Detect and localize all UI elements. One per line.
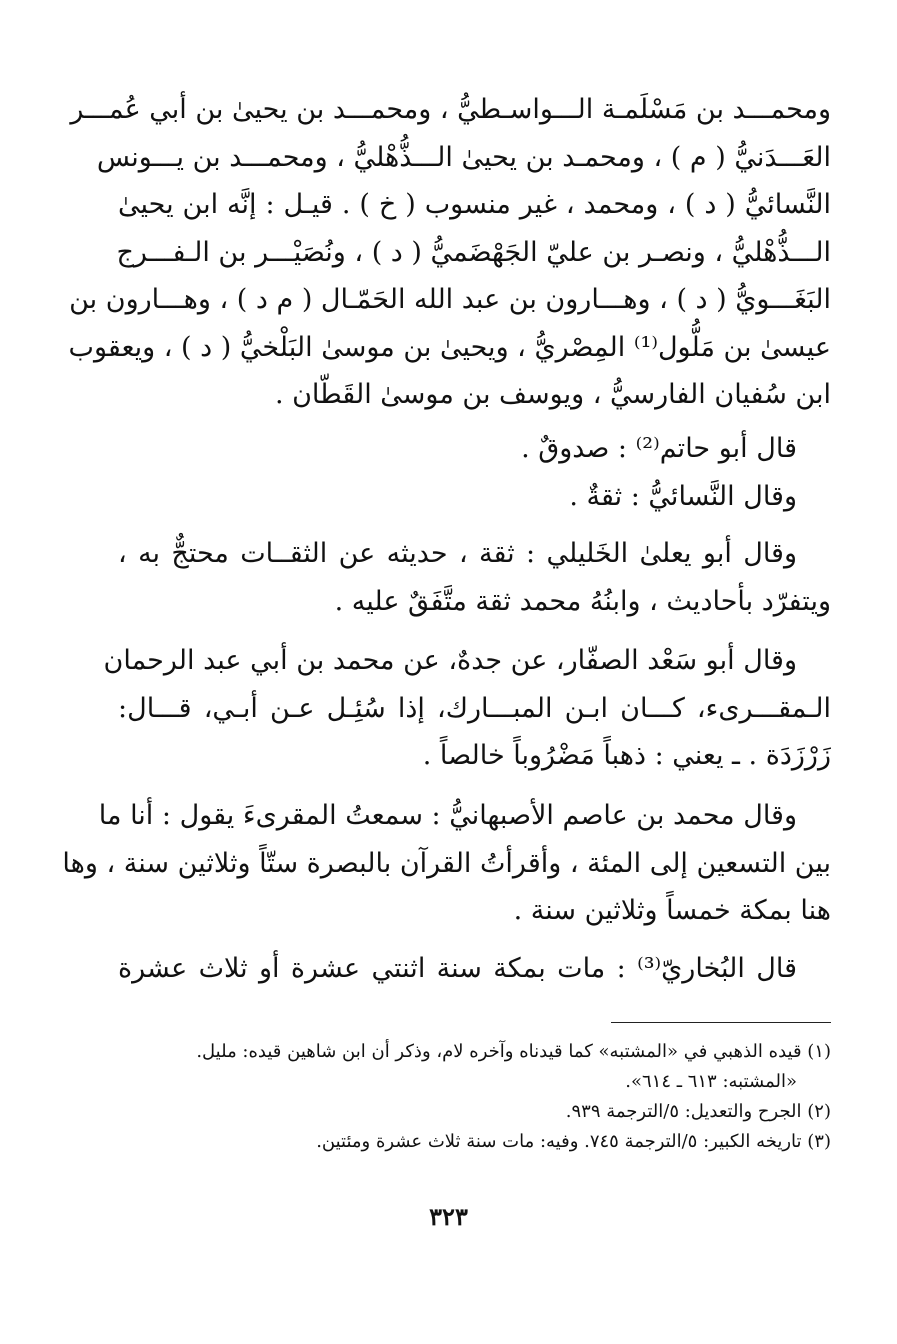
footnote-1-continuation: «المشتبه: ٦١٣ ـ ٦١٤». [625,1071,797,1092]
text-line: العَـــدَنيُّ ( م ) ، ومحمـد بن يحيىٰ الـــذُّهْليُّ ، ومحمـــد بن يـــونس [96,141,831,173]
text-line: ويتفرّد بأحاديث ، وابنُهُ محمد ثقة متَّفَقٌ عليه . [334,585,831,617]
text-line: عيسىٰ بن مَلُّول⁽¹⁾ المِصْريُّ ، ويحيىٰ بن موسىٰ البَلْخيُّ ( د ) ، ويعقوب [68,331,831,363]
text-line: البَغَـــويُّ ( د ) ، وهـــارون بن عبد الله الحَمّـال ( م د ) ، وهـــارون بن [69,284,831,315]
paragraph-saffar [103,637,831,780]
text-line: وقال أبو يعلىٰ الخَليلي : ثقة ، حديثه عن الثقــات محتجٌّ به ، [118,538,797,569]
text-line: الـــذُّهْليُّ ، ونصـر بن عليّ الجَهْضَميُّ ( د ) ، ونُصَيْـــر بن الـفـــرج [116,236,831,268]
text-line: النَّسائيُّ ( د ) ، ومحمد ، غير منسوب ( خ ) . قيـل : إنَّه ابن يحيىٰ [118,189,831,220]
footnote-2: (٢) الجرح والتعديل: ٥/الترجمة ٩٣٩. [565,1101,831,1122]
paragraph-khalili [118,530,831,625]
footnote-separator [611,1022,831,1023]
paragraph-narrators [68,86,831,419]
text-line: قال أبو حاتم⁽²⁾ : صدوقٌ . [521,433,797,464]
text-line: ومحمـــد بن مَسْلَمـة الـــواسـطيُّ ، ومحمـــد بن يحيىٰ بن أبي عُمـــر [70,94,831,125]
text-line: وقال محمد بن عاصم الأصبهانيُّ : سمعتُ المقرىءَ يقول : أنا ما [98,800,797,831]
footnote-1: (١) قيده الذهبي في «المشتبه» كما قيدناه وآخره لام، وذكر أن ابن شاهين قيده: مليل. [196,1041,831,1062]
text-line: الـمقـــرىء، كـــان ابـن المبـــارك، إذا سُئِـل عـن أبـي، قـــال: [118,692,831,724]
text-line: زَرْزَدَة . ـ يعني : ذهباً مَضْرُوباً خالصاً . [422,740,831,771]
paragraph-asbahani [62,792,831,935]
text-line: ابن سُفيان الفارسيُّ ، ويوسف بن موسىٰ القَطّان . [274,379,831,410]
text-line: وقال النَّسائيُّ : ثقةٌ . [569,480,797,512]
paragraph-bukhari [118,945,831,993]
footnote-3: (٣) تاريخه الكبير: ٥/الترجمة ٧٤٥. وفيه: مات سنة ثلاث عشرة ومئتين. [316,1131,831,1152]
paragraph-grading [118,425,831,520]
text-line: قال البُخاريّ⁽³⁾ : مات بمكة سنة اثنتي عشرة أو ثلاث عشرة [118,953,797,984]
text-line: بين التسعين إلى المئة ، وأقرأتُ القرآن بالبصرة ستّاً وثلاثين سنة ، وها [62,847,831,879]
page-number: ٣٢٣ [429,1202,468,1231]
text-line: وقال أبو سَعْد الصفّار، عن جدهٌ، عن محمد بن أبي عبد الرحمان [103,645,797,676]
text-line: هنا بمكة خمساً وثلاثين سنة . [513,895,831,926]
footnotes [118,1037,831,1157]
